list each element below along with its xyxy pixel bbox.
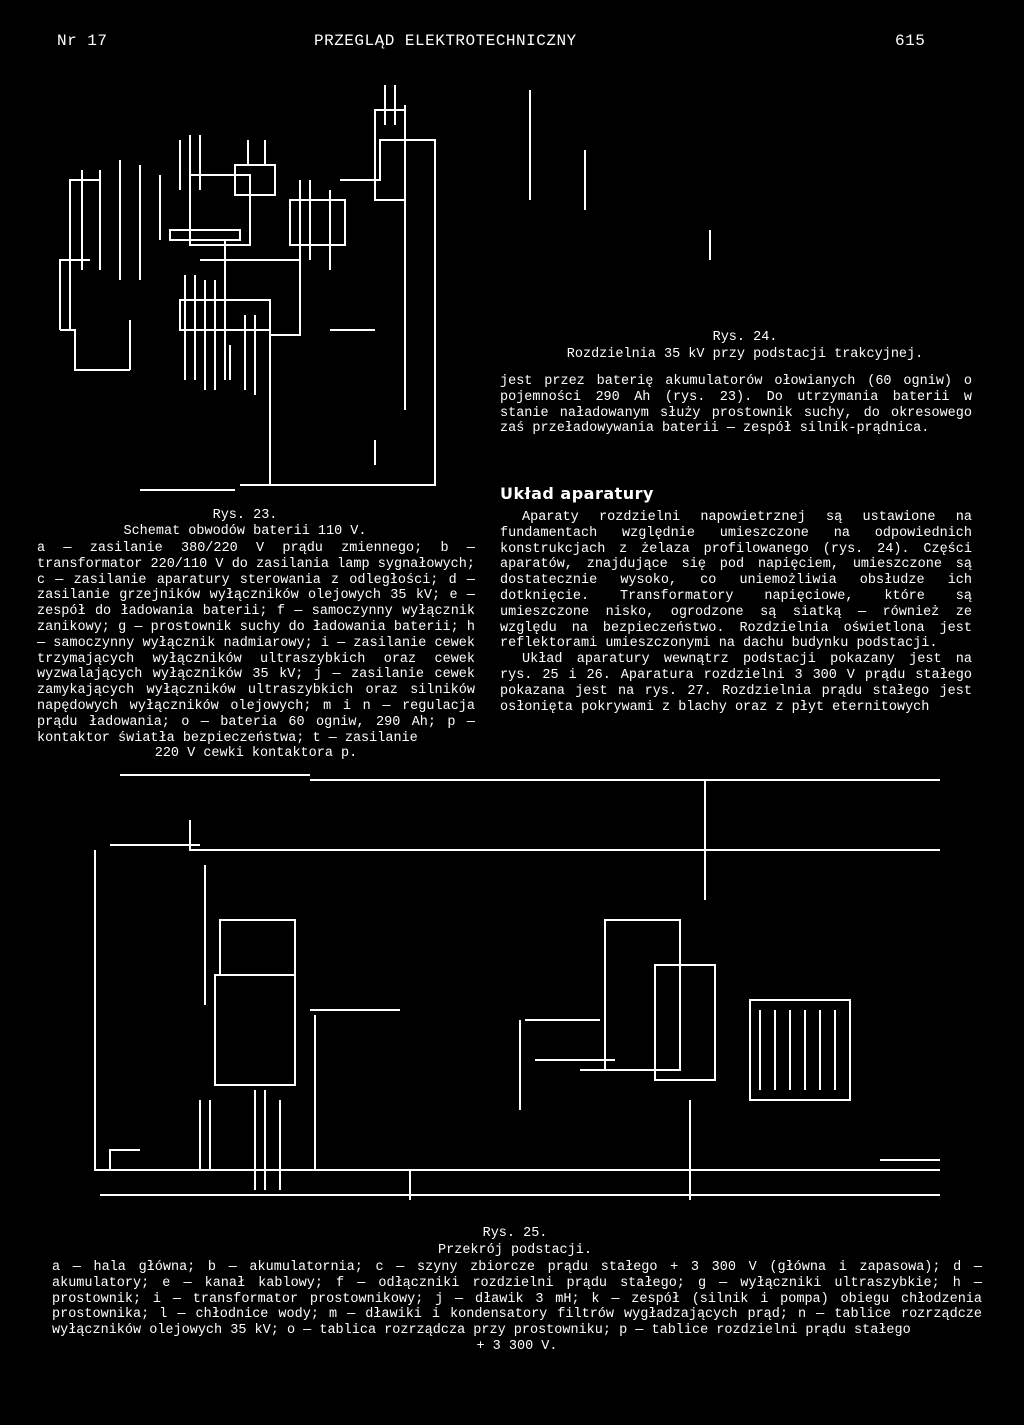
journal-title: PRZEGLĄD ELEKTROTECHNICZNY [314,32,577,50]
figure-24-label: Rys. 24. [712,330,778,345]
paragraph-3: Układ aparatury wewnątrz podstacji pokazany jest na rys. 25 i 26. Aparatura rozdzielni 3 300 V prądu stałego pokazana jest na rys. 27. Rozdzielnia prądu stałego jest osłonięta pokrywami z blachy oraz z płyt eternitowych [500,652,972,715]
figure-25-legend: a — hala główna; b — akumulatornia; c — szyny zbiorcze prądu stałego + 3 300 V (główna i zapasowa); d — akumulatory; e — kanał kablowy; f — odłączniki rozdzielni prądu stałego; g — wyłączniki ultraszybkie; h — prostownik; i — transformator prostownikowy; j — dławik 3 mH; k — zespół (silnik i pompa) obiegu chłodzenia prostownika; l — chłodnice wody; m — dławiki i kondensatory filtrów wygładzających prąd; n — tablice rozrządcze wyłączników olejowych 35 kV; o — tablica rozrządcza przy prostowniku; p — tablice rozdzielni prądu stałego [52,1260,982,1339]
issue-number: Nr 17 [57,32,108,50]
figure-23-label: Rys. 23. [212,508,278,523]
figure-24-photo [500,80,990,330]
page-number: 615 [895,32,926,50]
right-column-text-2 [500,510,972,715]
figure-25-cross-section [80,770,960,1220]
figure-23-legend-end: 220 V cewki kontaktora p. [154,746,358,761]
right-column-text [500,374,972,437]
figure-23-legend: a — zasilanie 380/220 V prądu zmiennego; b — transformator 220/110 V do zasilania lamp sygnałowych; c — zasilanie aparatury sterowania z odległości; d — zasilanie grzejników wyłączników olejowych 35 kV; e — zespół do ładowania baterii; f — samoczynny wyłącznik zanikowy; g — prostownik suchy do ładowania baterii; h — samoczynny wyłącznik nadmiarowy; i — zasilanie cewek trzymających wyłączników ultraszybkich oraz cewek wyzwalających wyłączników 35 kV; j — zasilanie cewek zamykających wyłączników ultraszybkich oraz silników napędowych wyłączników olejowych; m i n — regulacja prądu ładowania; o — bateria 60 ogniw, 290 Ah; p — kontaktor światła bezpieczeństwa; t — zasilanie [37,541,475,746]
figure-25-label: Rys. 25. [482,1226,548,1241]
paragraph-1: jest przez baterię akumulatorów ołowianych (60 ogniw) o pojemności 290 Ah (rys. 23). Do utrzymania baterii w stanie naładowanym służy prostownik suchy, do okresowego zaś przeładowywania baterii — zespół silnik-prądnica. [500,374,972,437]
section-heading: Układ aparatury [500,484,654,503]
figure-23-title: Schemat obwodów baterii 110 V. [123,524,367,539]
figure-23-schematic [40,80,460,500]
figure-24-title: Rozdzielnia 35 kV przy podstacji trakcyjnej. [566,347,924,362]
figure-25-legend-end: + 3 300 V. [476,1339,558,1354]
figure-25-title: Przekrój podstacji. [438,1243,592,1258]
paragraph-2: Aparaty rozdzielni napowietrznej są ustawione na fundamentach względnie umieszczone na odpowiednich konstrukcjach z żelaza profilowanego (rys. 24). Części aparatów, znajdujące się pod napięciem, umieszczone są dostatecznie wysoko, co uniemożliwia obsłudze ich dotknięcie. Transformatory napięciowe, które są umieszczone nisko, ogrodzone są siatką — również ze względu na bezpieczeństwo. Rozdzielnia oświetlona jest reflektorami umieszczonymi na dachu budynku podstacji. [500,510,972,652]
